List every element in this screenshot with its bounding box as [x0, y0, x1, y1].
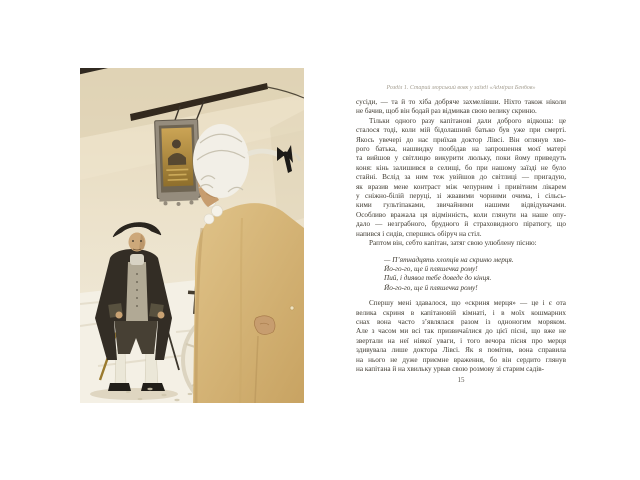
captain-eye	[132, 240, 134, 242]
paragraph	[356, 98, 566, 117]
text-line: Раптом він, себто капітан, затяг свою улюблену пісню:	[369, 239, 537, 248]
doctor-coat	[193, 203, 304, 403]
text-line: Але з часом ми всі так призвичаїлися до цієї пісні, що вже не	[356, 327, 566, 336]
text-line: як вразив мене контраст між чепурним і привітним лікарем	[356, 182, 566, 191]
text-line: дало — незграбного, брудного й страховидного піратюгу, що	[356, 220, 566, 229]
text-line: рого батька, нашвидку пообідав на запрошення моєї матері	[356, 145, 566, 154]
text-line: здивувала лише доктора Лівсі. Як я помітив, вона справила	[356, 346, 566, 355]
captain-waistcoat	[126, 262, 148, 321]
captain-shoe-right	[141, 383, 165, 391]
text-line: Якось увечері до нас приїхав доктор Лівсі. Він оглянув хво-	[356, 135, 566, 144]
text-line: сталося тоді, коли мій бідолашний батько був уже при смерті.	[356, 126, 566, 135]
song-verse	[384, 256, 566, 294]
body-text	[356, 98, 566, 374]
captain-hand-left	[116, 312, 123, 319]
text-line: у сніжно-білій перуці, зі жвавими чорними очима, і сільсь-	[356, 192, 566, 201]
text-line: кими гультіпаками, звичайними нашими відвідувачами.	[356, 201, 566, 210]
text-line: велика скриня в капітановій кімнаті, і в моїх кошмарних	[356, 308, 566, 317]
text-line: на нього не дуже приємне враження, бо він сердито глянув	[356, 355, 566, 364]
paragraph	[356, 299, 566, 374]
text-line: сусіди, — та й то хіба добряче захмелівши. Ніхто також ніколи	[356, 98, 566, 106]
left-page-illustration	[80, 68, 304, 403]
paragraph	[356, 239, 566, 248]
text-line: Тільки одного разу капітанові дали доброго відкоша: це	[369, 116, 566, 125]
text-line: Йо-го-го, ще й пляшечка рому!	[384, 283, 478, 292]
doctor-hand	[254, 316, 275, 335]
captain-stocking-left	[115, 350, 126, 385]
doctor-white-wig	[193, 124, 249, 198]
text-line: Пий, і диявол тебе доведе до кінця.	[384, 274, 492, 283]
text-line: — П’ятнадцять хлопців на скриню мерця.	[384, 255, 514, 264]
captain-hand-right	[158, 312, 165, 319]
doctor-figure	[193, 124, 304, 403]
text-line: Особливо вражала ця відмінність, коли глянути на наше опу-	[356, 210, 566, 219]
text-line: Спершу мені здавалося, що «скриня мерця» — це і є ота	[369, 299, 566, 308]
text-line: не бачив, щоб він бодай раз відмикав свою велику скриню.	[356, 107, 537, 116]
text-line: стайні. Вслід за ним теж увійшов до світлиці — пригадую,	[356, 173, 566, 182]
running-header: Розділ 1. Старий морський вовк у заїзді «Адмірал Бенбов»	[386, 85, 536, 91]
captain-neckcloth	[130, 254, 144, 265]
text-line: та вийшов у світлицю викурити люльку, поки йому приведуть	[356, 154, 566, 163]
text-line: напився і сидів, спершись обіруч на стіл.	[356, 229, 482, 238]
captain-shoe-left	[108, 383, 131, 391]
text-line: звертали на неї ніякої уваги, і того вечора пісня про мерця	[356, 336, 566, 345]
page-number: 15	[457, 376, 465, 384]
coat-button	[290, 306, 294, 310]
text-line: коня: кінь залишився в селищі, бо при нашому заїзді не було	[356, 163, 566, 172]
illustration-canvas	[80, 68, 304, 403]
text-line: снах вона часто з’являлася разом із одноногим моряком.	[356, 317, 566, 326]
paragraph	[356, 117, 566, 239]
captain-eye	[140, 240, 142, 242]
text-line: на капітана й на хвильку урвав свою розмову зі старим садів-	[356, 364, 545, 373]
text-line: Йо-го-го, ще й пляшечка рому!	[384, 264, 478, 273]
